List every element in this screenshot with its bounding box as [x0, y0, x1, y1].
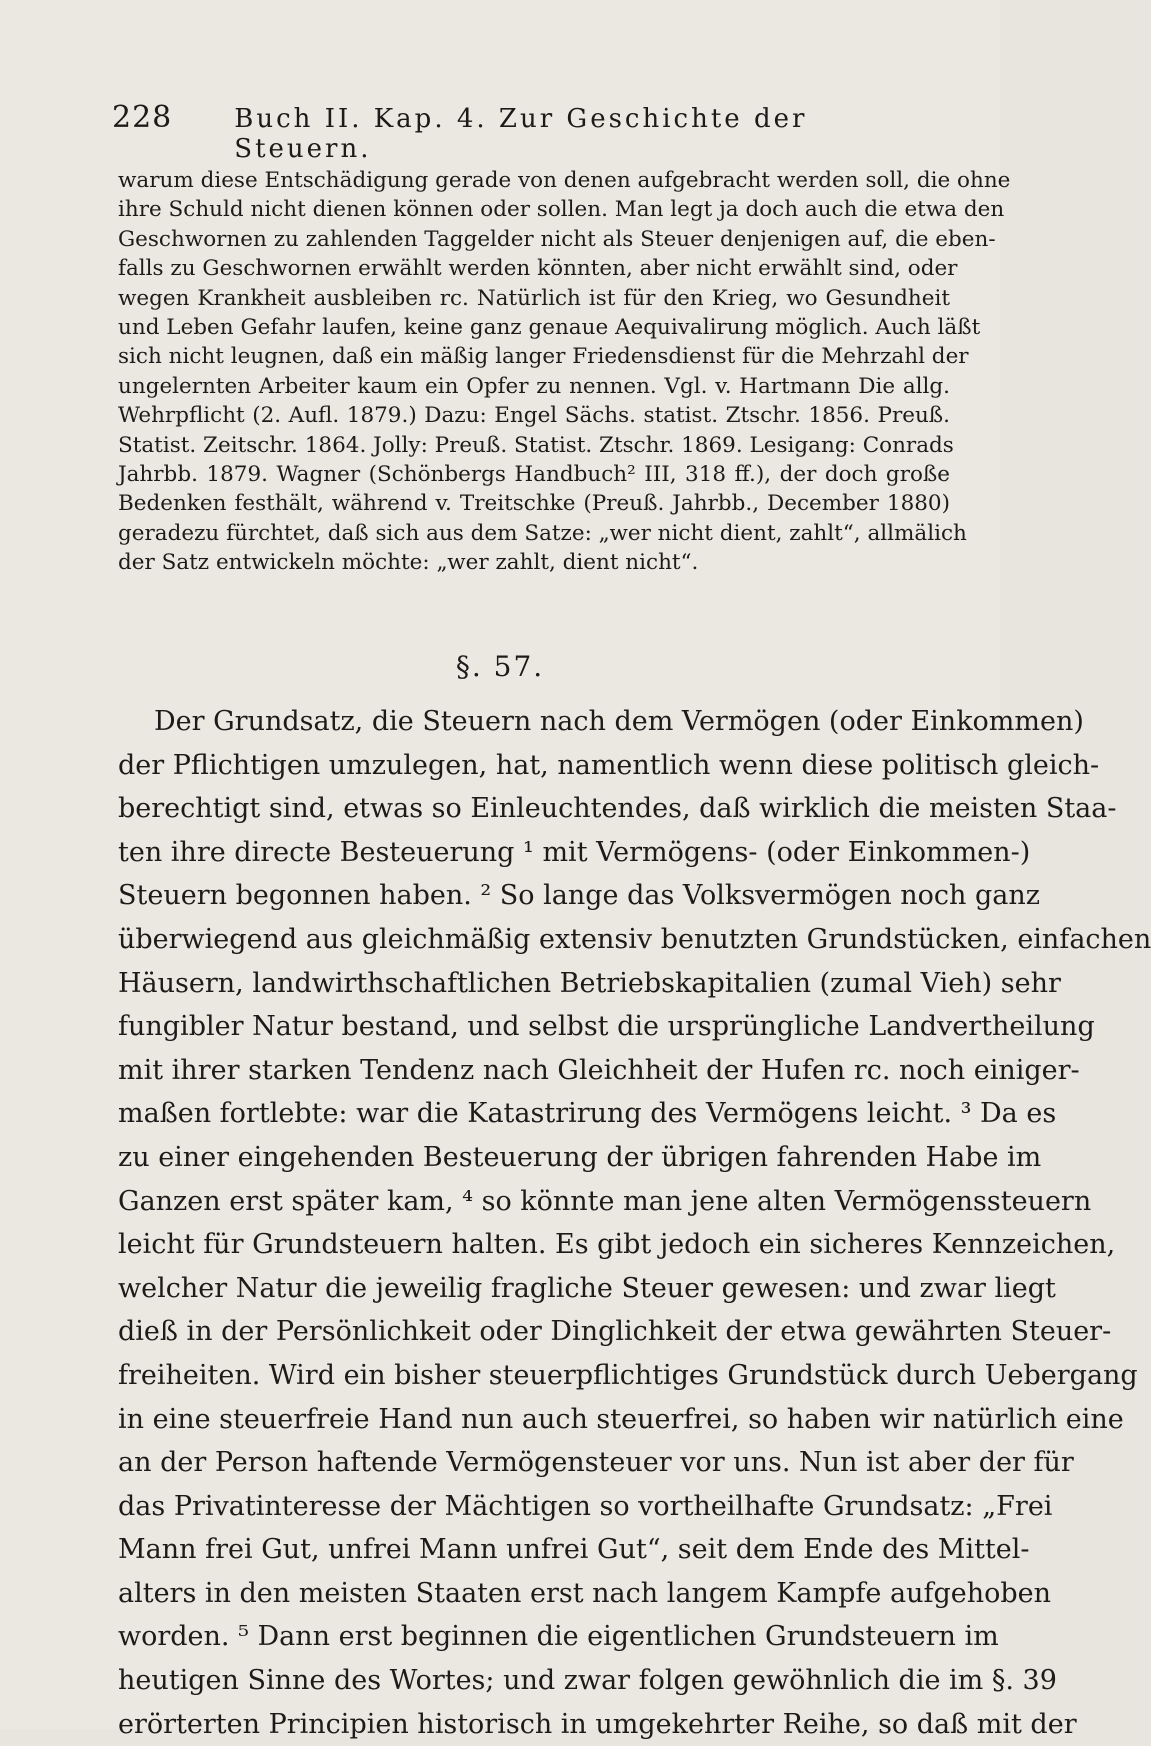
page-number: 228	[112, 100, 173, 135]
body-text	[118, 700, 1151, 1746]
body-line: worden. ⁵ Dann erst beginnen die eigentlichen Grundsteuern im	[118, 1621, 999, 1653]
body-line: heutigen Sinne des Wortes; und zwar folgen gewöhnlich die im §. 39	[118, 1665, 1057, 1697]
body-line: der Pflichtigen umzulegen, hat, namentlich wenn diese politisch gleich-	[118, 749, 1100, 781]
footnote-line: Statist. Zeitschr. 1864. Jolly: Preuß. Statist. Ztschr. 1869. Lesigang: Conrads	[118, 432, 954, 458]
section-heading: §. 57.	[455, 650, 545, 683]
body-line: erörterten Principien historisch in umgekehrter Reihe, so daß mit der	[118, 1708, 1077, 1740]
body-line: Der Grundsatz, die Steuern nach dem Vermögen (oder Einkommen)	[154, 706, 1084, 737]
footnote-line: warum diese Entschädigung gerade von denen aufgebracht werden soll, die ohne	[118, 168, 1011, 193]
footnote-line: ungelernten Arbeiter kaum ein Opfer zu nennen. Vgl. v. Hartmann Die allg.	[118, 373, 950, 399]
body-line: alters in den meisten Staaten erst nach langem Kampfe aufgehoben	[118, 1577, 1052, 1609]
footnote-line: Wehrpflicht (2. Aufl. 1879.) Dazu: Engel Sächs. statist. Ztschr. 1856. Preuß.	[118, 403, 950, 429]
footnote-line: Geschwornen zu zahlenden Taggelder nicht als Steuer denjenigen auf, die eben-	[118, 226, 996, 252]
body-line: Häusern, landwirthschaftlichen Betriebskapitalien (zumal Vieh) sehr	[118, 967, 1061, 999]
body-line: mit ihrer starken Tendenz nach Gleichheit der Hufen rc. noch einiger-	[118, 1054, 1080, 1086]
body-line: welcher Natur die jeweilig fragliche Steuer gewesen: und zwar liegt	[118, 1272, 1056, 1304]
body-line: fungibler Natur bestand, und selbst die ursprüngliche Landvertheilung	[118, 1011, 1095, 1043]
running-header	[112, 100, 892, 164]
body-line: Mann frei Gut, unfrei Mann unfrei Gut“, seit dem Ende des Mittel-	[118, 1534, 1030, 1566]
footnote-line: der Satz entwickeln möchte: „wer zahlt, dient nicht“.	[118, 550, 699, 576]
footnote-line: ihre Schuld nicht dienen können oder sollen. Man legt ja doch auch die etwa den	[118, 197, 1005, 223]
footnote-line: Bedenken festhält, während v. Treitschke (Preuß. Jahrbb., December 1880)	[118, 491, 950, 517]
footnote-block	[118, 166, 1011, 577]
body-line: maßen fortlebte: war die Katastrirung des Vermögens leicht. ³ Da es	[118, 1098, 1057, 1130]
footnote-line: sich nicht leugnen, daß ein mäßig langer Friedensdienst für die Mehrzahl der	[118, 344, 969, 370]
footnote-line: und Leben Gefahr laufen, keine ganz genaue Aequivalirung möglich. Auch läßt	[118, 314, 981, 340]
body-line: das Privatinteresse der Mächtigen so vortheilhafte Grundsatz: „Frei	[118, 1490, 1053, 1522]
body-line: berechtigt sind, etwas so Einleuchtendes, daß wirklich die meisten Staa-	[118, 793, 1117, 825]
footnote-line: falls zu Geschwornen erwählt werden könnten, aber nicht erwählt sind, oder	[118, 256, 958, 282]
body-line: dieß in der Persönlichkeit oder Dinglichkeit der etwa gewährten Steuer-	[118, 1316, 1112, 1348]
body-line: zu einer eingehenden Besteuerung der übrigen fahrenden Habe im	[118, 1141, 1042, 1173]
body-line: freiheiten. Wird ein bisher steuerpflichtiges Grundstück durch Uebergang	[118, 1359, 1138, 1391]
footnote-line: wegen Krankheit ausbleiben rc. Natürlich ist für den Krieg, wo Gesundheit	[118, 285, 950, 311]
body-line: Steuern begonnen haben. ² So lange das Volksvermögen noch ganz	[118, 880, 1041, 912]
footnote-line: geradezu fürchtet, daß sich aus dem Satze: „wer nicht dient, zahlt“, allmälich	[118, 520, 967, 546]
body-line: Ganzen erst später kam, ⁴ so könnte man jene alten Vermögenssteuern	[118, 1185, 1092, 1217]
body-line: leicht für Grundsteuern halten. Es gibt jedoch ein sicheres Kennzeichen,	[118, 1229, 1116, 1261]
body-line: in eine steuerfreie Hand nun auch steuerfrei, so haben wir natürlich eine	[118, 1403, 1124, 1435]
running-title: Buch II. Kap. 4. Zur Geschichte der Steuern.	[234, 104, 808, 164]
body-line: an der Person haftende Vermögensteuer vor uns. Nun ist aber der für	[118, 1447, 1074, 1479]
body-line: ten ihre directe Besteuerung ¹ mit Vermögens- (oder Einkommen-)	[118, 836, 1031, 868]
body-line: überwiegend aus gleichmäßig extensiv benutzten Grundstücken, einfachen	[118, 923, 1151, 955]
footnote-line: Jahrbb. 1879. Wagner (Schönbergs Handbuch² III, 318 ff.), der doch große	[118, 461, 950, 487]
